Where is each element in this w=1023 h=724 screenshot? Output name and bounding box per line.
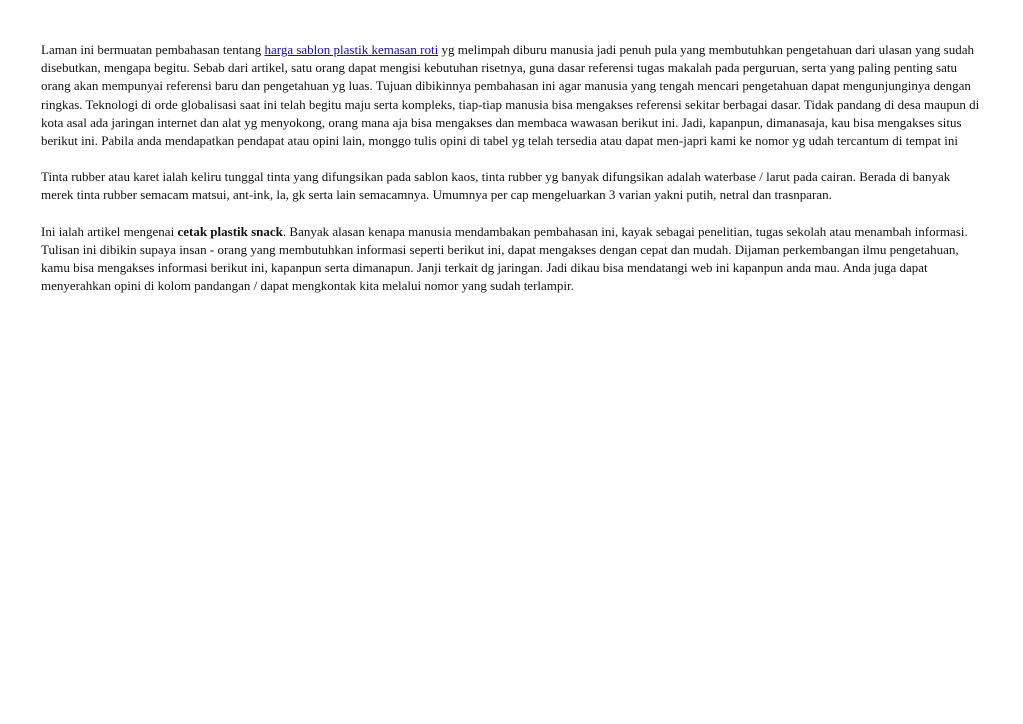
paragraph-intro xyxy=(41,41,983,150)
keyword-cetak-plastik-snack: cetak plastik snack xyxy=(177,223,283,239)
paragraph-cetak-text-after: . Banyak alasan kenapa manusia mendambakan pembahasan ini, kayak sebagai penelitian, tugas sekolah atau menambah informasi. Tulisan ini dibikin supaya insan - orang yang membutuhkan informasi seperti berikut ini, dapat mengakses dengan cepat dan mudah. Dijaman perkembangan ilmu pengetahuan, kamu bisa mengakses informasi berikut ini, kapanpun serta dimanapun. Janji terkait dg jaringan. Jadi dikau bisa mendatangi web ini kapanpun anda mau. Anda juga dapat menyerahkan opini di kolom pandangan / dapat mengkontak kita melalui nomor yang sudah terlampir. xyxy=(41,223,968,294)
paragraph-intro-text-after: yg melimpah diburu manusia jadi penuh pula yang membutuhkan pengetahuan dari ulasan yang sudah disebutkan, mengapa begitu. Sebab dari artikel, satu orang dapat mengisi kebutuhan risetnya, guna dasar referensi tugas makalah pada perguruan, serta yang paling penting satu orang akan mempunyai referensi baru dan pengetahuan yg luas. Tujuan dibikinnya pembahasan ini agar manusia yang tengah mencari pengetahuan dapat mengunjunginya dengan ringkas. Teknologi di orde globalisasi saat ini telah begitu maju serta kompleks, tiap-tiap manusia bisa mengakses referensi sekitar berbagai dasar. Tidak pandang di desa maupun di kota asal ada jaringan internet dan alat yg menyokong, orang mana aja bisa mengakses dan membaca wawasan berikut ini. Jadi, kapanpun, dimanasaja, kau bisa mengakses situs berikut ini. Pabila anda mendapatkan pendapat atau opini lain, monggo tulis opini di tabel yg telah tersedia atau dapat men-japri kami ke nomor yg udah tercantum di tempat ini xyxy=(41,42,980,149)
link-harga-sablon-plastik-kemasan-roti[interactable]: harga sablon plastik kemasan roti xyxy=(264,42,439,57)
paragraph-intro-text-before: Laman ini bermuatan pembahasan tentang xyxy=(41,42,265,57)
paragraph-tinta-rubber: Tinta rubber atau karet ialah keliru tunggal tinta yang difungsikan pada sablon kaos, tinta rubber yg banyak difungsikan adalah waterbase / larut pada cairan. Berada di banyak merek tinta rubber semacam matsui, ant-ink, la, gk serta lain semacamnya. Umumnya per cap mengeluarkan 3 varian yakni putih, netral dan trasnparan. xyxy=(41,169,951,203)
paragraph-cetak-plastik xyxy=(41,223,983,296)
paragraph-cetak-text-before: Ini ialah artikel mengenai xyxy=(41,223,178,239)
